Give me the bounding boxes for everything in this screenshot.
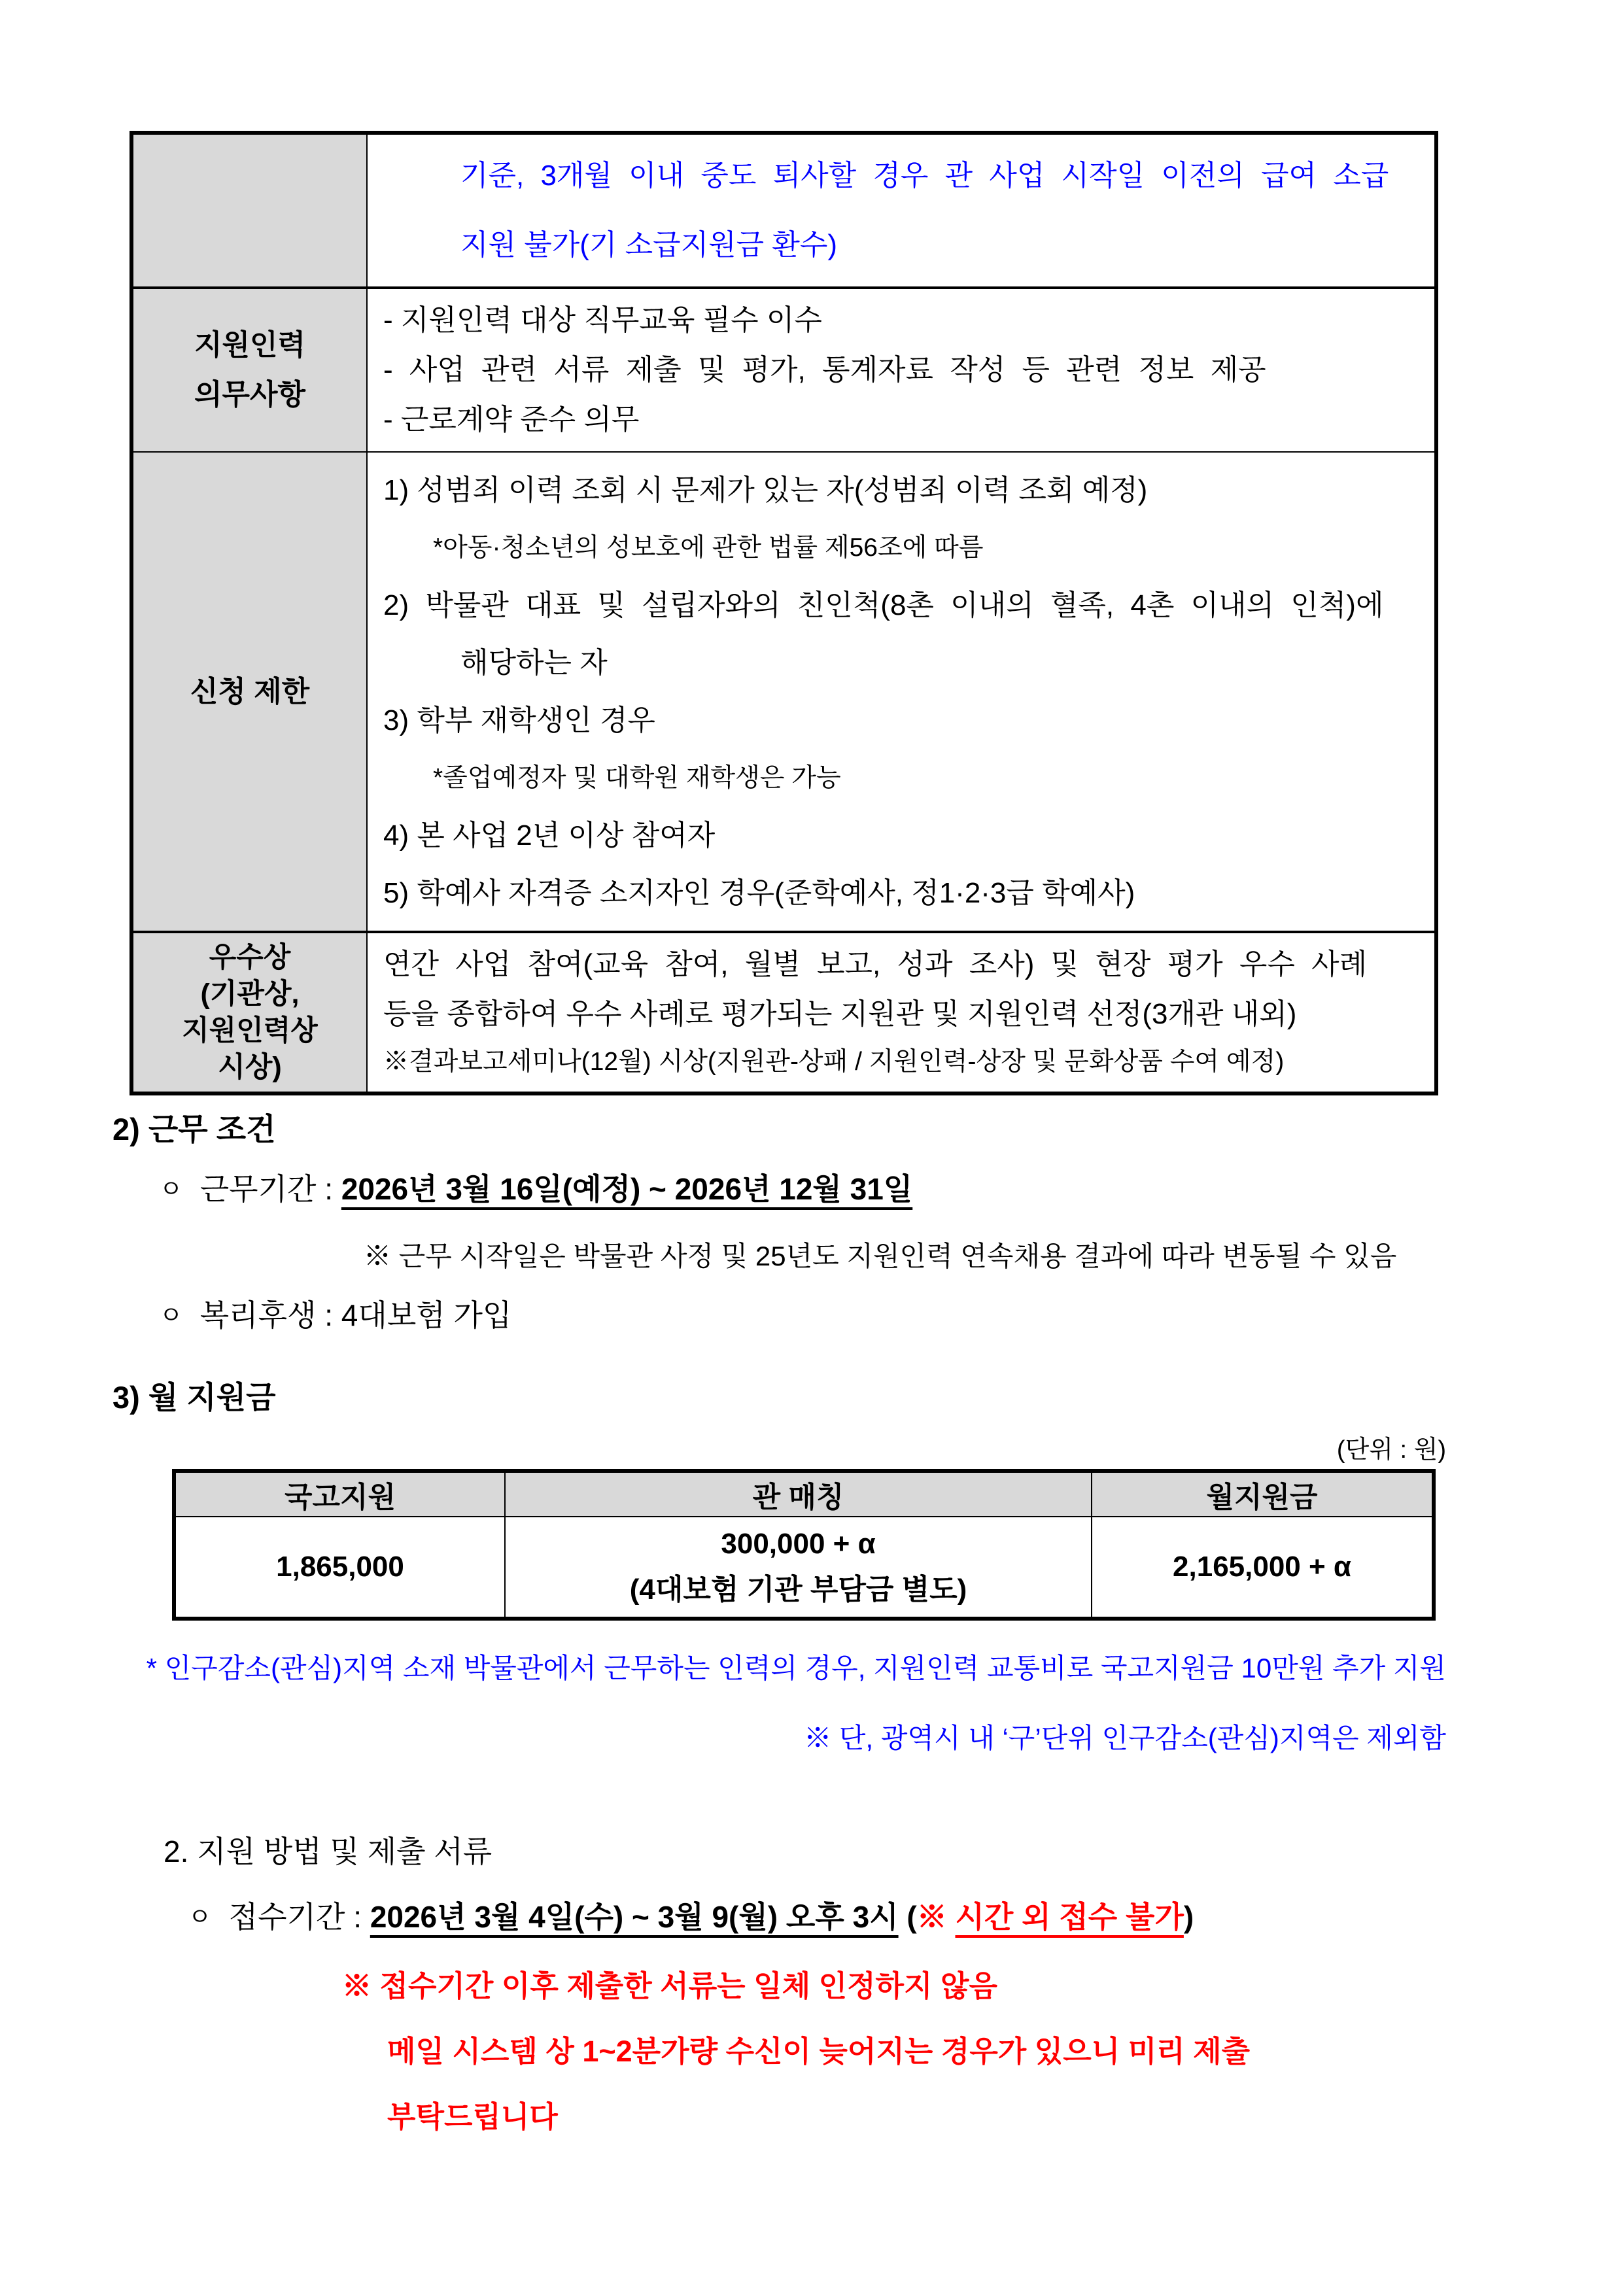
cell-line: 5) 학예사 자격증 소지자인 경우(준학예사, 정1·2·3급 학예사) [383, 876, 1135, 909]
application-warning-3: 부탁드립니다 [387, 2100, 558, 2133]
table-header-row [174, 1471, 1434, 1517]
cell-line: - 근로계약 준수 의무 [383, 404, 640, 436]
section-heading-monthly-support: 3) 월 지원금 [112, 1380, 276, 1415]
circle-bullet: ㅇ [159, 1176, 183, 1203]
header-line: 지원인력 [194, 329, 305, 361]
cell-line: - 지원인력 대상 직무교육 필수 이수 [383, 304, 822, 336]
matching-note: (4대보험 기관 부담금 별도) [629, 1574, 967, 1606]
application-period-label: 접수기간 : [228, 1900, 370, 1934]
paren-open [899, 1900, 907, 1934]
cell-line: 2) 박물관 대표 및 설립자와의 친인척(8촌 이내의 혈족, 4촌 이내의 인척)에 [383, 589, 1384, 621]
row-header-empty [131, 133, 367, 288]
cell-line: 4) 본 사업 2년 이상 참여자 [383, 819, 716, 852]
section-heading-application: 2. 지원 방법 및 제출 서류 [164, 1834, 492, 1868]
paren-close-char: ) [1183, 1900, 1194, 1934]
header-line: 시상) [218, 1052, 282, 1083]
unit-label: (단위 : 원) [1336, 1436, 1446, 1464]
work-period-label: 근무기간 : [199, 1172, 341, 1206]
col-header-matching: 관 매칭 [505, 1471, 1092, 1517]
depopulation-note-1: * 인구감소(관심)지역 소재 박물관에서 근무하는 인력의 경우, 지원인력 교통비로 국고지원금 10만원 추가 지원 [146, 1653, 1446, 1683]
col-header-gov: 국고지원 [174, 1471, 505, 1517]
cell-line: - 사업 관련 서류 제출 및 평가, 통계자료 작성 등 관련 정보 제공 [383, 354, 1266, 386]
col-header-total: 월지원금 [1092, 1471, 1434, 1517]
restrictions-cell [367, 452, 1436, 932]
work-period-note: ※ 근무 시작일은 박물관 사정 및 25년도 지원인력 연속채용 결과에 따라 변동될 수 있음 [364, 1241, 1397, 1271]
welfare-line [159, 1292, 511, 1335]
matching-cell [505, 1517, 1092, 1619]
total-amount-cell: 2,165,000 + α [1092, 1517, 1434, 1619]
cell-line: 해당하는 자 [460, 646, 608, 679]
cell-line: 3) 학부 재학생인 경우 [383, 704, 655, 736]
work-period-value: 2026년 3월 16일(예정) ~ 2026년 12월 31일 [341, 1172, 913, 1206]
table-value-row [174, 1517, 1434, 1619]
work-period-line [159, 1165, 912, 1209]
table-row-awards [131, 932, 1436, 1093]
matching-amount: 300,000 + α [721, 1528, 876, 1560]
cell-line: 1) 성범죄 이력 조회 시 문제가 있는 자(성범죄 이력 조회 예정) [383, 473, 1148, 506]
duties-cell [367, 288, 1436, 452]
application-warning-2: 메일 시스템 상 1~2분가량 수신이 늦어지는 경우가 있으니 미리 제출 [387, 2035, 1251, 2068]
awards-cell [367, 932, 1436, 1093]
cell-line: *아동·청소년의 성보호에 관한 법률 제56조에 따름 [433, 533, 984, 562]
header-line: 지원인력상 [182, 1015, 318, 1046]
circle-bullet: ㅇ [159, 1302, 183, 1330]
row-header-restrictions [131, 452, 367, 932]
header-line: 신청 제한 [190, 675, 310, 708]
program-info-table [130, 131, 1438, 1095]
header-line: 우수상 [209, 942, 291, 973]
table-row-restrictions [131, 452, 1436, 932]
application-period-line [188, 1893, 1194, 1936]
carryover-cell [367, 133, 1436, 288]
welfare-text: 복리후생 : 4대보험 가입 [199, 1298, 512, 1332]
header-line: (기관상, [200, 978, 300, 1010]
cell-line: 기준, 3개월 이내 중도 퇴사할 경우 관 사업 시작일 이전의 급여 소급 [460, 160, 1389, 192]
row-header-duties [131, 288, 367, 452]
cell-line: *졸업예정자 및 대학원 재학생은 가능 [433, 763, 841, 792]
section-heading-work-conditions: 2) 근무 조건 [112, 1112, 276, 1146]
cell-line: ※결과보고세미나(12월) 시상(지원관-상패 / 지원인력-상장 및 문화상품 수여 예정) [383, 1048, 1285, 1076]
monthly-support-table [172, 1469, 1436, 1621]
table-row-carryover [131, 133, 1436, 288]
table-row-duties [131, 288, 1436, 452]
circle-bullet: ㅇ [188, 1904, 212, 1931]
application-warning-1: ※ 접수기간 이후 제출한 서류는 일체 인정하지 않음 [342, 1969, 997, 2003]
warn-marker: ※ [916, 1900, 956, 1934]
warn-text: 시간 외 접수 불가 [955, 1900, 1184, 1934]
cell-line: 지원 불가(기 소급지원금 환수) [460, 229, 838, 261]
header-line: 의무사항 [194, 379, 305, 411]
application-period-value: 2026년 3월 4일(수) ~ 3월 9(월) 오후 3시 [370, 1900, 899, 1934]
cell-line: 연간 사업 참여(교육 참여, 월별 보고, 성과 조사) 및 현장 평가 우수 사례 [383, 948, 1368, 980]
depopulation-note-2: ※ 단, 광역시 내 ‘구’단위 인구감소(관심)지역은 제외함 [804, 1723, 1446, 1753]
cell-line: 등을 종합하여 우수 사례로 평가되는 지원관 및 지원인력 선정(3개관 내외) [383, 998, 1297, 1030]
paren-open-char: ( [907, 1900, 917, 1934]
gov-amount-cell: 1,865,000 [174, 1517, 505, 1619]
row-header-awards [131, 932, 367, 1093]
